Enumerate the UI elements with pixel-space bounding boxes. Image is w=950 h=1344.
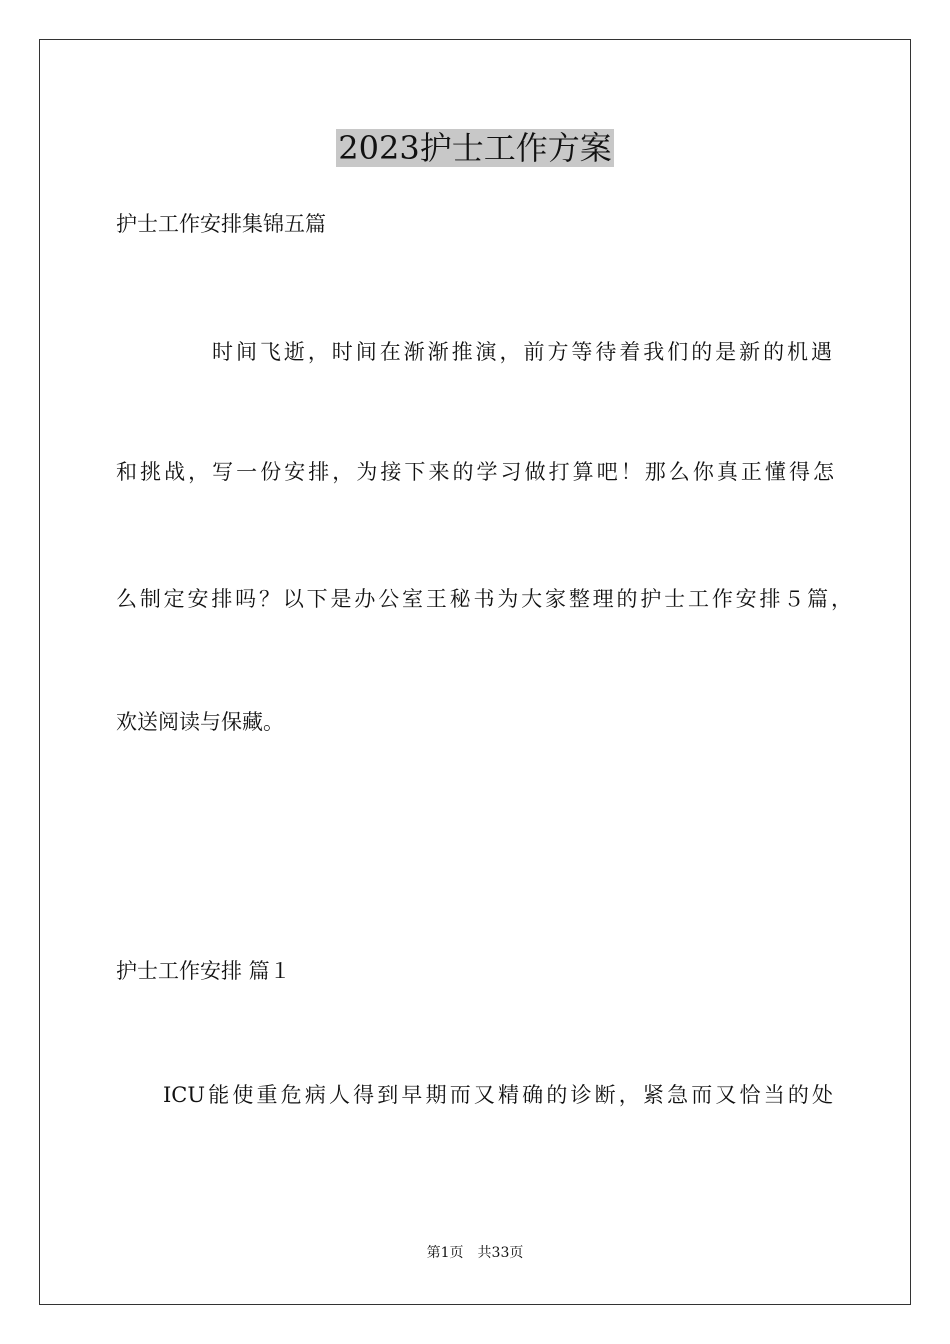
intro-line-1: 时间飞逝，时间在渐渐推演，前方等待着我们的是新的机遇 bbox=[212, 340, 832, 364]
section-line-1: ICU能使重危病人得到早期而又精确的诊断，紧急而又恰当的处 bbox=[163, 1083, 833, 1107]
intro-line-4: 欢送阅读与保藏。 bbox=[116, 710, 284, 734]
intro-line-2: 和挑战，写一份安排，为接下来的学习做打算吧！那么你真正懂得怎 bbox=[116, 460, 834, 484]
page-footer: 第1页 共33页 bbox=[426, 1245, 524, 1261]
intro-line-3: 么制定安排吗？以下是办公室王秘书为大家整理的护士工作安排５篇， bbox=[116, 587, 852, 611]
document-title-text: 2023护士工作方案 bbox=[338, 129, 612, 167]
document-subtitle: 护士工作安排集锦五篇 bbox=[116, 212, 326, 236]
section-heading: 护士工作安排 篇１ bbox=[116, 959, 291, 983]
document-title bbox=[0, 128, 950, 168]
